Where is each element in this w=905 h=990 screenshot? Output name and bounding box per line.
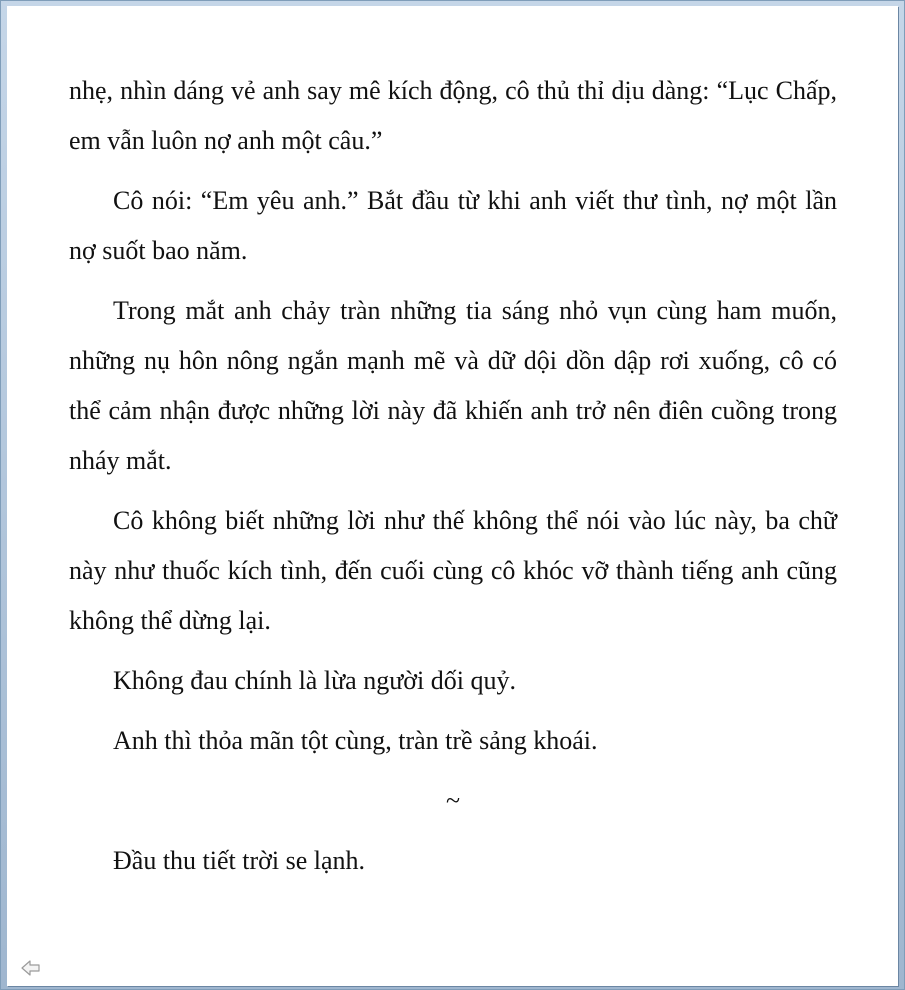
paragraph: Cô không biết những lời như thế không thể nói vào lúc này, ba chữ này như thuốc kích tình, đến cuối cùng cô khóc vỡ thành tiếng anh cũng không thể dừng lại. — [69, 506, 837, 635]
back-arrow-icon[interactable] — [19, 956, 43, 980]
paragraph: Trong mắt anh chảy tràn những tia sáng nhỏ vụn cùng ham muốn, những nụ hôn nông ngắn mạnh mẽ và dữ dội dồn dập rơi xuống, cô có thể cảm nhận được những lời này đã khiến anh trở nên điên cuồng trong nháy mắt. — [69, 296, 837, 475]
document-body — [69, 66, 837, 896]
paragraph: Đầu thu tiết trời se lạnh. — [113, 846, 366, 875]
paragraph: Cô nói: “Em yêu anh.” Bắt đầu từ khi anh viết thư tình, nợ một lần nợ suốt bao năm. — [69, 186, 837, 265]
document-page — [7, 6, 898, 986]
paragraph: Không đau chính là lừa người dối quỷ. — [113, 666, 516, 695]
scene-break: ~ — [445, 786, 461, 815]
paragraph: Anh thì thỏa mãn tột cùng, tràn trề sảng khoái. — [113, 726, 598, 755]
paragraph: nhẹ, nhìn dáng vẻ anh say mê kích động, cô thủ thỉ dịu dàng: “Lục Chấp, em vẫn luôn nợ anh một câu.” — [69, 76, 837, 155]
